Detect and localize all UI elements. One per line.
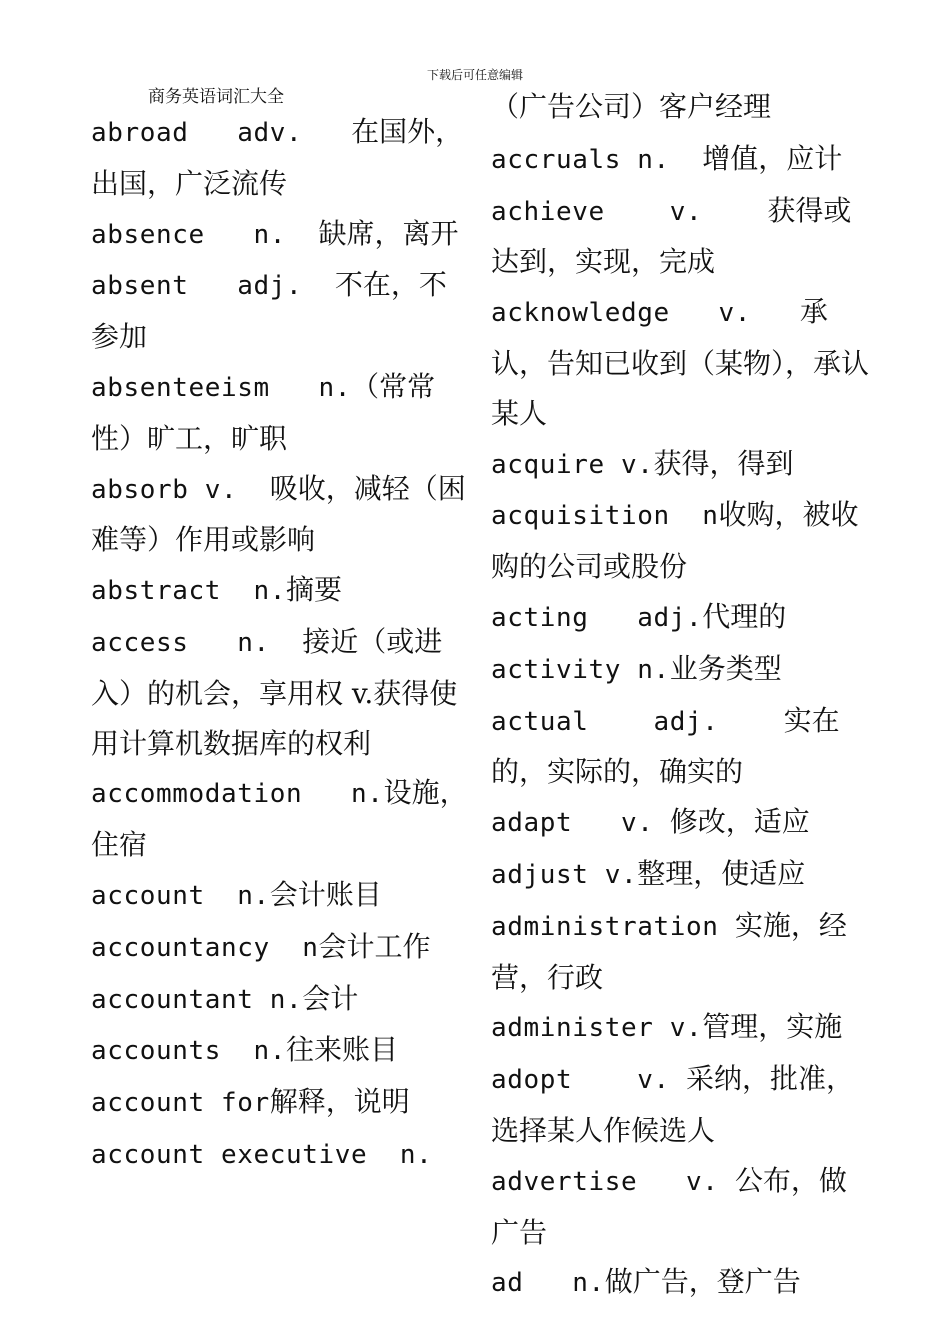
- entry-gloss: 会计: [302, 981, 359, 1015]
- vocab-entry: [91, 1077, 471, 1129]
- vocab-entry: [491, 797, 871, 849]
- entry-gloss: （常常性）旷工，旷职: [91, 369, 436, 455]
- entry-term: administer v.: [491, 1013, 703, 1044]
- vocab-entry: [491, 696, 871, 798]
- vocab-entry: [91, 1025, 471, 1077]
- entry-gloss: 在国外，出国，广泛流传: [91, 115, 464, 200]
- left-column: [91, 107, 471, 1181]
- entry-term: actual adj.: [491, 706, 784, 737]
- entry-term: acting adj.: [491, 602, 703, 633]
- entry-term: accounts n.: [91, 1036, 287, 1067]
- vocab-entry: [491, 186, 871, 288]
- entry-gloss: 不在，不参加: [91, 268, 447, 354]
- entry-term: adapt v.: [491, 808, 670, 839]
- entry-gloss: 实在的，实际的，确实的: [491, 703, 840, 789]
- entry-gloss: 承认，告知已收到（某物），承认某人: [491, 295, 870, 430]
- entry-term: absence n.: [91, 219, 319, 250]
- vocab-entry: [491, 1002, 871, 1054]
- vocab-entry: [91, 870, 471, 922]
- entry-term: absenteeism n.: [91, 372, 352, 403]
- entry-gloss: 做广告，登广告: [604, 1265, 801, 1299]
- entry-gloss: 收购，被收购的公司或股份: [491, 498, 859, 584]
- entry-gloss: （广告公司）客户经理: [491, 90, 772, 123]
- entry-gloss: 管理，实施: [702, 1010, 843, 1044]
- entry-gloss: 接近（或进入）的机会，享用权 v.获得使用计算机数据库的权利: [91, 624, 458, 760]
- entry-gloss: 采纳，批准，选择某人作候选人: [491, 1062, 855, 1147]
- entry-term: account executive n.: [91, 1139, 433, 1170]
- vocab-entry: [491, 1054, 871, 1156]
- entry-term: adopt v.: [491, 1065, 687, 1096]
- entry-gloss: 设施，住宿: [91, 776, 468, 862]
- entry-gloss: 摘要: [286, 573, 343, 607]
- vocab-entry: [491, 439, 871, 491]
- vocab-entry: [491, 1156, 871, 1258]
- entry-term: account n.: [91, 880, 270, 911]
- entry-gloss: 修改，适应: [669, 805, 810, 839]
- header-note: 下载后可任意编辑: [426, 68, 523, 82]
- entry-term: absent adj.: [91, 271, 335, 302]
- vocab-entry: [491, 134, 871, 186]
- entry-gloss: 往来账目: [286, 1033, 399, 1067]
- entry-gloss: 公布，做广告: [491, 1163, 847, 1249]
- entry-gloss: 缺席，离开: [318, 216, 459, 250]
- vocab-entry: [491, 644, 871, 696]
- vocab-entry: [91, 617, 471, 768]
- vocab-entry: [91, 974, 471, 1026]
- entry-term: acknowledge v.: [491, 298, 800, 329]
- entry-gloss: 吸收，减轻（困难等）作用或影响: [91, 471, 466, 557]
- entry-gloss: 整理，使适应: [637, 856, 806, 890]
- vocab-entry: [491, 901, 871, 1003]
- entry-gloss: 获得，得到: [653, 446, 794, 480]
- entry-gloss: 会计账目: [269, 877, 382, 911]
- entry-gloss: 增值，应计: [702, 141, 843, 175]
- vocab-entry: [91, 922, 471, 974]
- vocab-entry: [91, 464, 471, 566]
- entry-gloss: 获得或达到，实现，完成: [491, 193, 852, 279]
- vocab-entry: [491, 1257, 871, 1309]
- right-column: [491, 82, 871, 1309]
- entry-term: advertise v.: [491, 1166, 735, 1197]
- vocab-entry: [91, 260, 471, 362]
- entry-term: administration: [491, 911, 735, 942]
- entry-term: abstract n.: [91, 576, 287, 607]
- vocab-entry: [491, 592, 871, 644]
- vocab-entry: [491, 82, 871, 134]
- entry-gloss: 实施，经营，行政: [491, 908, 847, 994]
- entry-term: adjust v.: [491, 859, 638, 890]
- vocab-entry: [91, 1129, 471, 1181]
- vocab-entry: [91, 107, 471, 209]
- entry-term: accruals n.: [491, 144, 703, 175]
- vocab-entry: [491, 849, 871, 901]
- entry-term: ad n.: [491, 1268, 605, 1299]
- vocab-entry: [91, 565, 471, 617]
- vocab-entry: [91, 768, 471, 870]
- vocab-entry: [91, 362, 471, 464]
- entry-gloss: 解释，说明: [269, 1085, 410, 1119]
- vocab-entry: [91, 209, 471, 261]
- entry-term: access n.: [91, 627, 303, 658]
- entry-term: absorb v.: [91, 474, 270, 505]
- entry-gloss: 会计工作: [318, 929, 431, 963]
- document-title: 商务英语词汇大全: [148, 87, 284, 107]
- entry-term: acquire v.: [491, 449, 654, 480]
- entry-gloss: 代理的: [702, 599, 787, 633]
- entry-term: accountancy n: [91, 932, 319, 963]
- vocab-entry: [491, 490, 871, 592]
- entry-term: achieve v.: [491, 196, 768, 227]
- entry-term: accountant n.: [91, 984, 303, 1015]
- vocab-entry: [491, 287, 871, 438]
- entry-term: accommodation n.: [91, 779, 384, 810]
- entry-term: activity n.: [491, 654, 670, 685]
- entry-gloss: 业务类型: [669, 651, 782, 685]
- entry-term: account for: [91, 1088, 270, 1119]
- entry-term: abroad adv.: [91, 118, 352, 148]
- entry-term: acquisition n: [491, 501, 719, 532]
